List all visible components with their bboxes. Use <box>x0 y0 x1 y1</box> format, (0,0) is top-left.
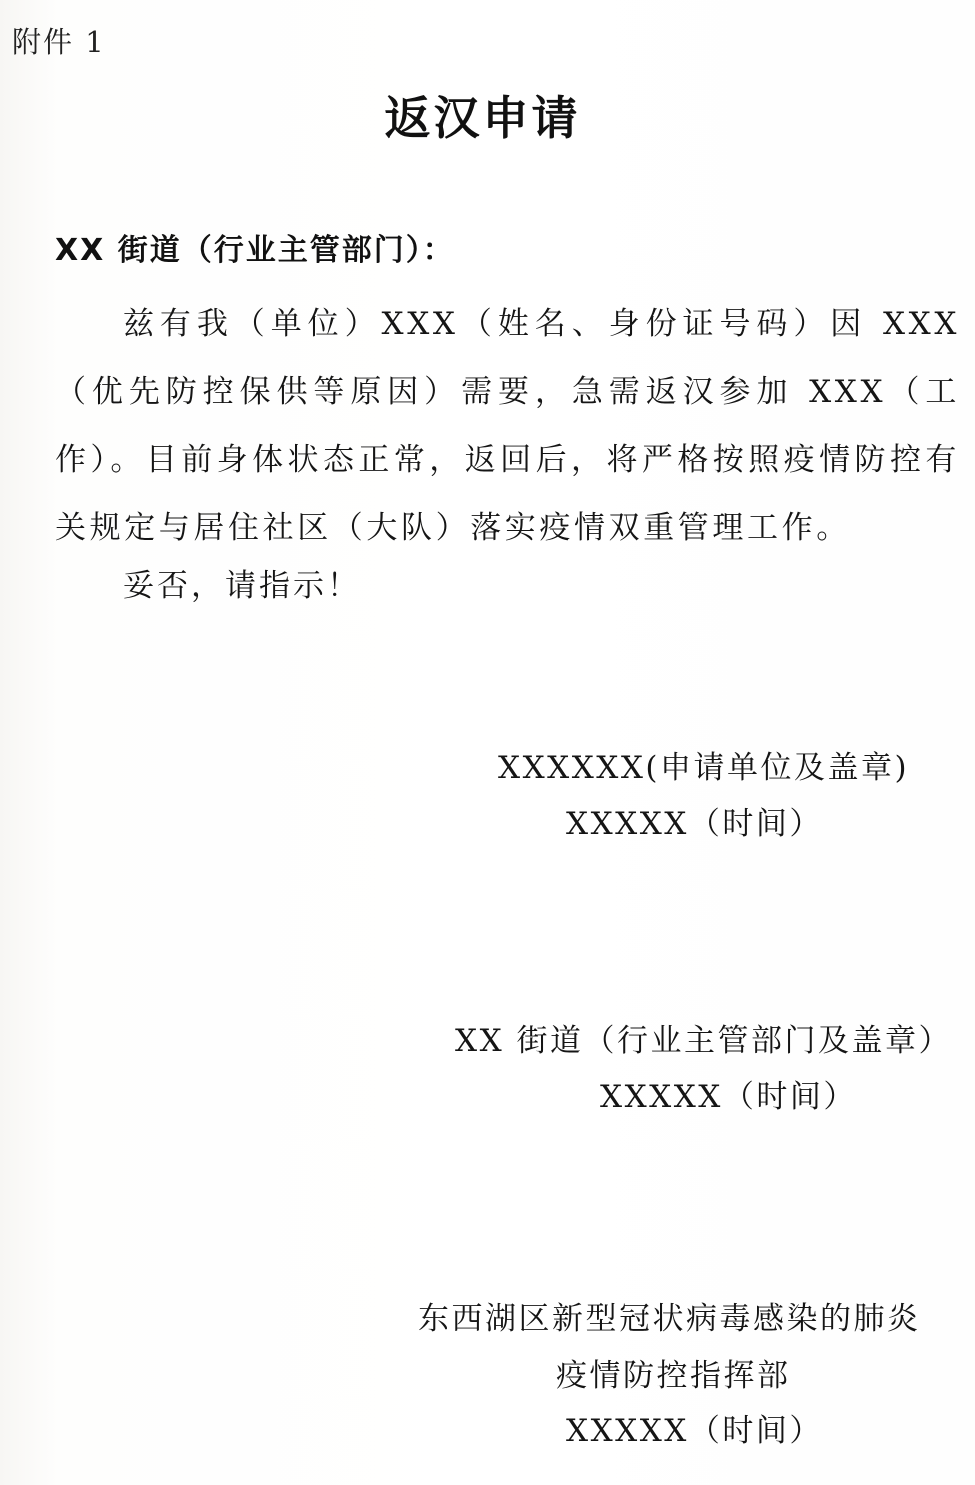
applicant-date: XXXXX（时间） <box>566 806 823 842</box>
body-paragraph: 兹有我（单位）XXX（姓名、身份证号码）因 XXX（优先防控保供等原因）需要，急需返汉参加 XXX（工作）。目前身体状态正常，返回后，将严格按照疫情防控有关规定与居住社区（大队）落实疫情双重管理工作。 <box>55 306 960 546</box>
command-center-date: XXXXX（时间） <box>566 1413 823 1449</box>
street-department-signature: XX 街道（行业主管部门及盖章） <box>455 1023 952 1059</box>
closing-line: 妥否，请指示！ <box>123 568 361 604</box>
street-department-date: XXXXX（时间） <box>600 1079 857 1115</box>
attachment-label: 附件 1 <box>12 25 106 59</box>
addressee: XX 街道（行业主管部门）： <box>55 233 455 268</box>
document-title: 返汉申请 <box>384 91 581 145</box>
command-center-name-line2: 疫情防控指挥部 <box>556 1358 791 1394</box>
command-center-name-line1: 东西湖区新型冠状病毒感染的肺炎 <box>418 1301 921 1337</box>
applicant-unit-signature: XXXXXX(申请单位及盖章) <box>498 750 910 786</box>
